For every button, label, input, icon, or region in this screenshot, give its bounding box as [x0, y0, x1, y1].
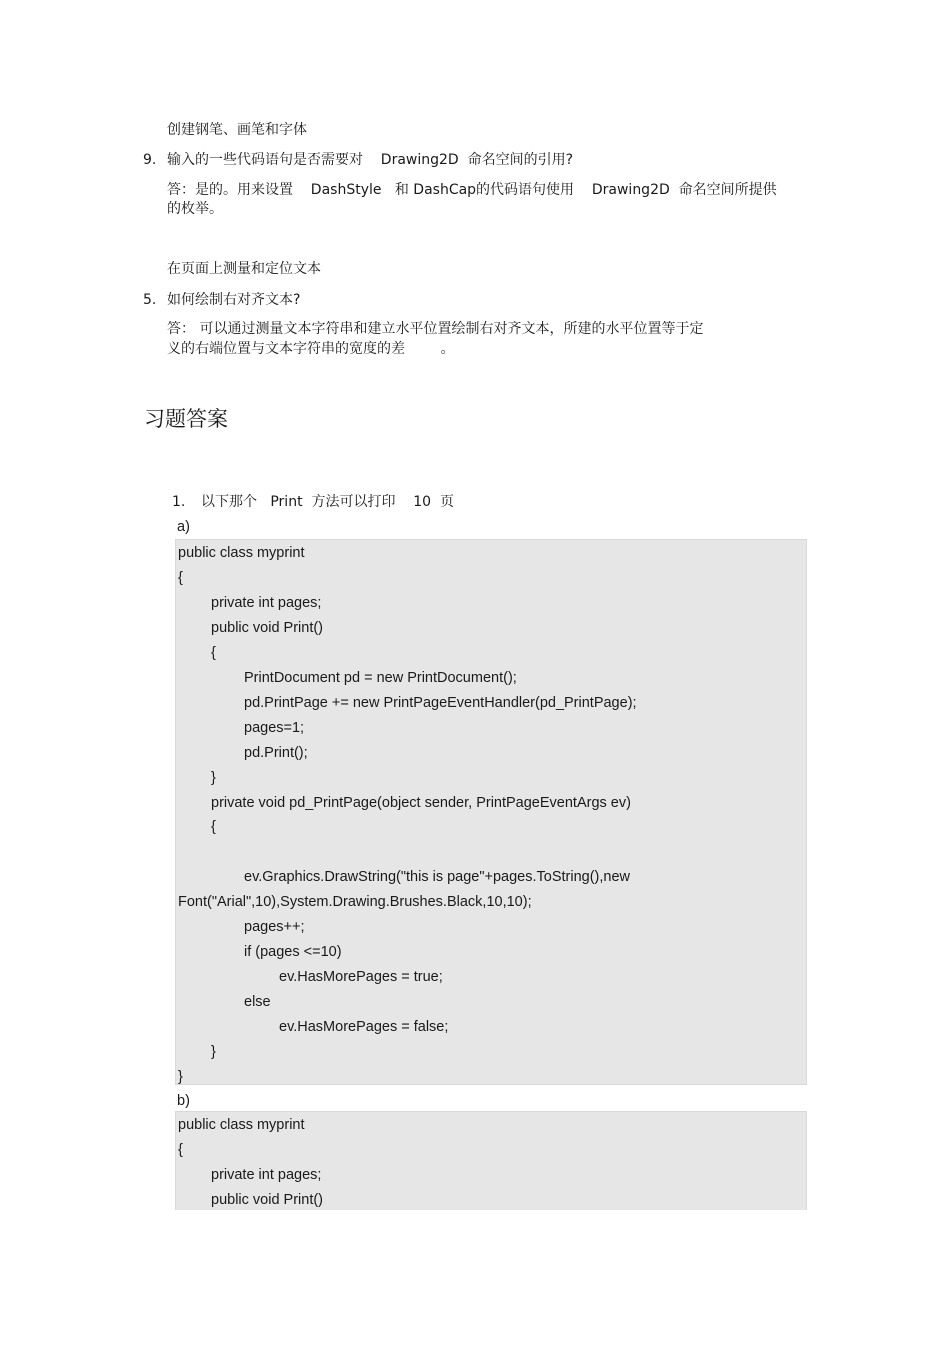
code-line: { — [211, 644, 216, 661]
code-line: pages=1; — [244, 719, 305, 736]
answer-text-line-2: 义的右端位置与文本字符串的宽度的差 。 — [167, 341, 455, 357]
code-line: ev.HasMorePages = false; — [279, 1019, 449, 1036]
code-block-a — [175, 539, 807, 1085]
code-line: pd.PrintPage += new PrintPageEventHandler(pd_PrintPage); — [244, 694, 637, 711]
code-line: Font("Arial",10),System.Drawing.Brushes.Black,10,10); — [178, 894, 532, 911]
question-number: 9. — [143, 152, 157, 168]
section-subtitle: 创建钢笔、画笔和字体 — [167, 122, 307, 138]
code-line: { — [178, 1141, 183, 1158]
code-line: private void pd_PrintPage(object sender, PrintPageEventArgs ev) — [211, 794, 631, 811]
code-line: public class myprint — [178, 1117, 305, 1133]
question-text: 输入的一些代码语句是否需要对 Drawing2D 命名空间的引用? — [167, 152, 574, 168]
answer-text-line-1: 答：是的。用来设置 DashStyle 和 DashCap的代码语句使用 Drawing2D 命名空间所提供 — [167, 182, 777, 198]
answer-text-line-2: 的枚举。 — [167, 201, 223, 217]
option-label-b: b) — [177, 1093, 190, 1109]
code-line: public void Print() — [211, 619, 324, 636]
code-line: pages++; — [244, 919, 305, 936]
code-line: private int pages; — [211, 594, 322, 611]
code-line: } — [211, 769, 216, 786]
code-line: } — [211, 1044, 216, 1060]
answer-text-line-1: 答： 可以通过测量文本字符串和建立水平位置绘制右对齐文本，所建的水平位置等于定 — [167, 321, 704, 337]
code-line: ev.HasMorePages = true; — [279, 969, 443, 986]
section-subtitle: 在页面上测量和定位文本 — [167, 261, 321, 277]
code-line: pd.Print(); — [244, 744, 308, 761]
code-line: public class myprint — [178, 545, 305, 561]
code-line: PrintDocument pd = new PrintDocument(); — [244, 669, 517, 686]
code-block-b — [175, 1111, 807, 1210]
exercises-heading: 习题答案 — [144, 407, 228, 431]
code-line: } — [178, 1068, 183, 1085]
question-text: 如何绘制右对齐文本? — [167, 292, 301, 308]
question-number: 5. — [143, 292, 157, 308]
code-line: private int pages; — [211, 1166, 322, 1183]
code-line: { — [178, 569, 183, 586]
code-line: ev.Graphics.DrawString("this is page"+pages.ToString(),new — [244, 869, 630, 886]
option-label-a: a) — [177, 519, 190, 535]
code-line: else — [244, 994, 271, 1011]
code-line: if (pages <=10) — [244, 944, 342, 961]
code-line: public void Print() — [211, 1191, 324, 1208]
code-line: { — [211, 819, 216, 836]
question-text: 以下那个 Print 方法可以打印 10 页 — [201, 494, 454, 510]
question-number: 1. — [172, 494, 186, 510]
